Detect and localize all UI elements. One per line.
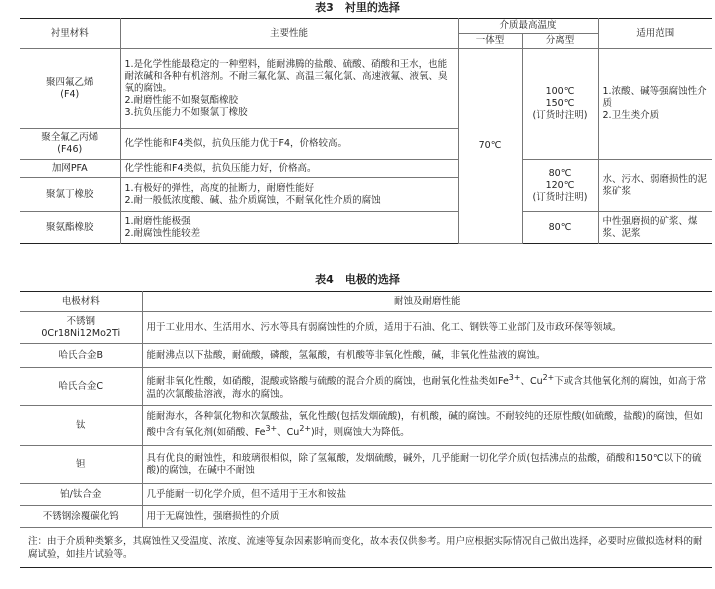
temp-line: 150℃	[545, 98, 575, 109]
property-text: )时，则腐蚀大为降低。	[310, 427, 410, 439]
material-cell: 哈氏合金C	[20, 368, 142, 406]
properties-cell: 能耐沸点以下盐酸，耐硫酸，磷酸，氢氟酸，有机酸等非氧化性酸，碱，非氧化性盐液的腐蚀。	[142, 344, 712, 368]
material-code: (F46)	[57, 144, 83, 155]
temp-line: (订货时注明)	[532, 110, 588, 121]
material-cell: 钛	[20, 406, 142, 446]
material-cell: 加网PFA	[20, 160, 120, 178]
scope-cell: 水、污水、弱磨损性的泥浆矿浆	[598, 160, 712, 212]
property-text: 下或含其他氧化剂的腐蚀，如高于常温的次氯酸盐溶液，海水的腐蚀。	[146, 376, 707, 400]
lining-selection-table	[20, 18, 712, 244]
header-separate: 分离型	[522, 34, 598, 49]
superscript: 2+	[542, 373, 555, 383]
property-line: 2.耐一般低浓度酸、碱、盐介质腐蚀，不耐氧化性介质的腐蚀	[124, 194, 381, 206]
material-name: 不锈钢	[66, 315, 95, 327]
temp-line: 120℃	[545, 179, 575, 191]
table-note: 注：由于介质种类繁多，其腐蚀性又受温度、浓度、流速等复杂因素影响而变化，故本表仅供参考。用户应根据实际情况自己做出选择，必要时应做拟选材料的耐腐试验，如挂片试验等。	[20, 528, 712, 568]
material-cell: 不锈钢涂覆碳化钨	[20, 506, 142, 528]
properties-cell	[142, 368, 712, 406]
material-cell: 聚氨酯橡胶	[20, 212, 120, 244]
table3-caption: 表3 衬里的选择	[315, 1, 400, 14]
table-row	[20, 49, 712, 129]
property-line: 1.耐磨性能极强	[124, 215, 191, 227]
electrode-selection-table	[20, 291, 712, 568]
table-row	[20, 506, 712, 528]
material-cell	[20, 129, 120, 160]
property-line: 2.耐腐蚀性能较差	[124, 227, 201, 239]
separate-temp-cell	[522, 160, 598, 212]
property-line: 3.抗负压能力不如聚氯丁橡胶	[124, 106, 248, 118]
header-max-temp: 介质最高温度	[458, 19, 598, 34]
properties-cell	[142, 406, 712, 446]
properties-cell	[120, 178, 458, 212]
header-lining-material: 衬里材料	[20, 19, 120, 49]
material-cell: 聚氯丁橡胶	[20, 178, 120, 212]
properties-cell: 具有优良的耐蚀性，和玻璃很相似，除了氢氟酸，发烟硫酸，碱外，几乎能耐一切化学介质(包括沸点的盐酸，硝酸和150℃以下的硫酸)的腐蚀，在碱中不耐蚀	[142, 446, 712, 484]
superscript: 3+	[508, 373, 521, 383]
scope-line: 1.浓酸、碱等强腐蚀性介质	[602, 86, 707, 109]
table-row	[20, 484, 712, 506]
separate-temp-cell: 80℃	[522, 212, 598, 244]
table-row	[20, 446, 712, 484]
temp-line: 100℃	[545, 86, 575, 97]
superscript: 3+	[265, 424, 278, 434]
header-main-properties: 主要性能	[120, 19, 458, 49]
material-code: (F4)	[60, 88, 80, 100]
material-cell: 哈氏合金B	[20, 344, 142, 368]
property-line: 1.是化学性能最稳定的一种塑料，能耐沸腾的盐酸、硫酸、硝酸和王水，也能耐浓碱和各种有机溶剂。不耐三氟化氯、高温三氟化氯、高速液氟、液氧、臭氧的腐蚀。	[124, 58, 448, 94]
properties-cell	[120, 212, 458, 244]
table-row	[20, 368, 712, 406]
material-cell	[20, 312, 142, 344]
property-text: 能耐海水，各种氯化物和次氯酸盐，氧化性酸(包括发烟硫酸)，有机酸，碱的腐蚀。不耐较纯的还原性酸(如硫酸，盐酸)的腐蚀，但如酸中含有氧化剂(如硝酸、Fe	[146, 411, 703, 439]
material-cell: 钽	[20, 446, 142, 484]
properties-cell: 用于工业用水、生活用水、污水等具有弱腐蚀性的介质，适用于石油、化工、钢铁等工业部门及市政环保等领域。	[142, 312, 712, 344]
header-scope: 适用范围	[598, 19, 712, 49]
properties-cell: 几乎能耐一切化学介质，但不适用于王水和铵盐	[142, 484, 712, 506]
material-cell: 铂/钛合金	[20, 484, 142, 506]
table-row	[20, 160, 712, 178]
temp-line: (订货时注明)	[532, 191, 588, 203]
material-name: 聚全氟乙丙烯	[41, 132, 99, 143]
properties-cell: 化学性能和F4类似，抗负压能力好，价格高。	[120, 160, 458, 178]
header-integral: 一体型	[458, 34, 522, 49]
table-row	[20, 344, 712, 368]
material-name: 聚四氟乙烯	[45, 76, 94, 88]
material-cell	[20, 49, 120, 129]
table4-caption: 表4 电极的选择	[315, 273, 400, 286]
scope-cell	[598, 49, 712, 160]
scope-line: 2.卫生类介质	[602, 110, 660, 121]
separate-temp-cell	[522, 49, 598, 160]
header-electrode-material: 电极材料	[20, 292, 142, 312]
header-corrosion-properties: 耐蚀及耐磨性能	[142, 292, 712, 312]
integral-temp-cell: 70℃	[458, 49, 522, 244]
properties-cell: 用于无腐蚀性，强磨损性的介质	[142, 506, 712, 528]
property-line: 2.耐磨性能不如聚氨酯橡胶	[124, 94, 239, 106]
properties-cell: 化学性能和F4类似，抗负压能力优于F4，价格较高。	[120, 129, 458, 160]
properties-cell	[120, 49, 458, 129]
table-row	[20, 406, 712, 446]
table-row	[20, 212, 712, 244]
property-line: 1.有极好的弹性，高度的扯断力，耐磨性能好	[124, 182, 315, 194]
property-text: 、Cu	[520, 376, 543, 388]
property-text: 能耐非氧化性酸，如硝酸，混酸或铬酸与硫酸的混合介质的腐蚀，也耐氧化性盐类如Fe	[146, 376, 509, 388]
superscript: 2+	[299, 424, 311, 434]
property-text: 、Cu	[277, 427, 300, 439]
material-code: 0Cr18Ni12Mo2Ti	[41, 327, 121, 339]
temp-line: 80℃	[548, 167, 572, 179]
scope-cell: 中性强磨损的矿浆、煤浆、泥浆	[598, 212, 712, 244]
table-row	[20, 312, 712, 344]
